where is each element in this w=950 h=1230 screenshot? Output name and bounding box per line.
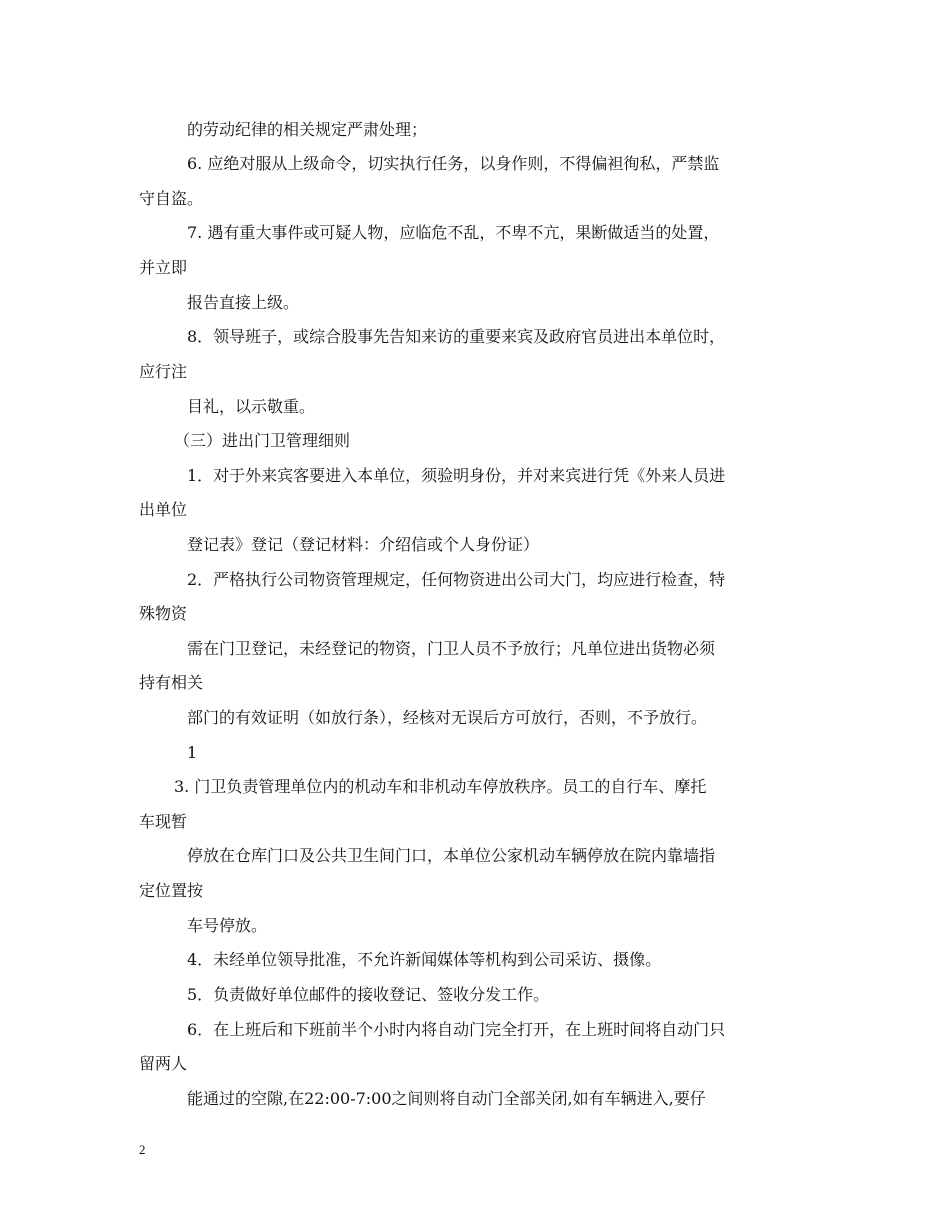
text-line: 登记表》登记（登记材料：介绍信或个人身份证） (187, 535, 540, 554)
text-line: 6. 应绝对服从上级命令，切实执行任务，以身作则，不得偏袒徇私，严禁监 (187, 154, 720, 173)
text-line: 7. 遇有重大事件或可疑人物，应临危不乱，不卑不亢，果断做适当的处置， (187, 223, 720, 242)
text-line: 守自盗。 (139, 189, 204, 208)
text-line: 留两人 (139, 1054, 188, 1073)
text-line: 3. 门卫负责管理单位内的机动车和非机动车停放秩序。员工的自行车、摩托 (174, 777, 707, 796)
text-line: 的劳动纪律的相关规定严肃处理； (187, 120, 428, 139)
text-line: 车现暂 (139, 812, 188, 831)
text-line: 并立即 (139, 258, 188, 277)
text-line: 应行注 (139, 362, 188, 381)
text-line: 能通过的空隙,在22:00-7:00之间则将自动门全部关闭,如有车辆进入,要仔 (187, 1089, 706, 1108)
text-line: 出单位 (139, 500, 188, 519)
text-line: 2．严格执行公司物资管理规定，任何物资进出公司大门，均应进行检查，特 (187, 570, 726, 589)
text-line: 6．在上班后和下班前半个小时内将自动门完全打开，在上班时间将自动门只 (187, 1020, 726, 1039)
footnote-marker: 1 (187, 743, 198, 762)
text-line: 车号停放。 (187, 916, 268, 935)
page-number: 2 (139, 1142, 146, 1157)
text-line: 报告直接上级。 (187, 293, 300, 312)
text-line: 1．对于外来宾客要进入本单位，须验明身份，并对来宾进行凭《外来人员进 (187, 466, 726, 485)
section-heading: （三）进出门卫管理细则 (174, 431, 351, 450)
text-line: 殊物资 (139, 604, 188, 623)
text-line: 定位置按 (139, 881, 204, 900)
text-line: 4．未经单位领导批准，不允许新闻媒体等机构到公司采访、摄像。 (187, 950, 662, 969)
text-line: 目礼，以示敬重。 (187, 397, 316, 416)
text-line: 部门的有效证明（如放行条），经核对无误后方可放行，否则，不予放行。 (187, 708, 708, 727)
text-line: 需在门卫登记，未经登记的物资，门卫人员不予放行；凡单位进出货物必须 (187, 639, 716, 658)
text-line: 停放在仓库门口及公共卫生间门口，本单位公家机动车辆停放在院内靠墙指 (187, 846, 716, 865)
text-line: 持有相关 (139, 673, 204, 692)
text-line: 8．领导班子，或综合股事先告知来访的重要来宾及政府官员进出本单位时， (187, 327, 726, 346)
text-line: 5．负责做好单位邮件的接收登记、签收分发工作。 (187, 985, 550, 1004)
